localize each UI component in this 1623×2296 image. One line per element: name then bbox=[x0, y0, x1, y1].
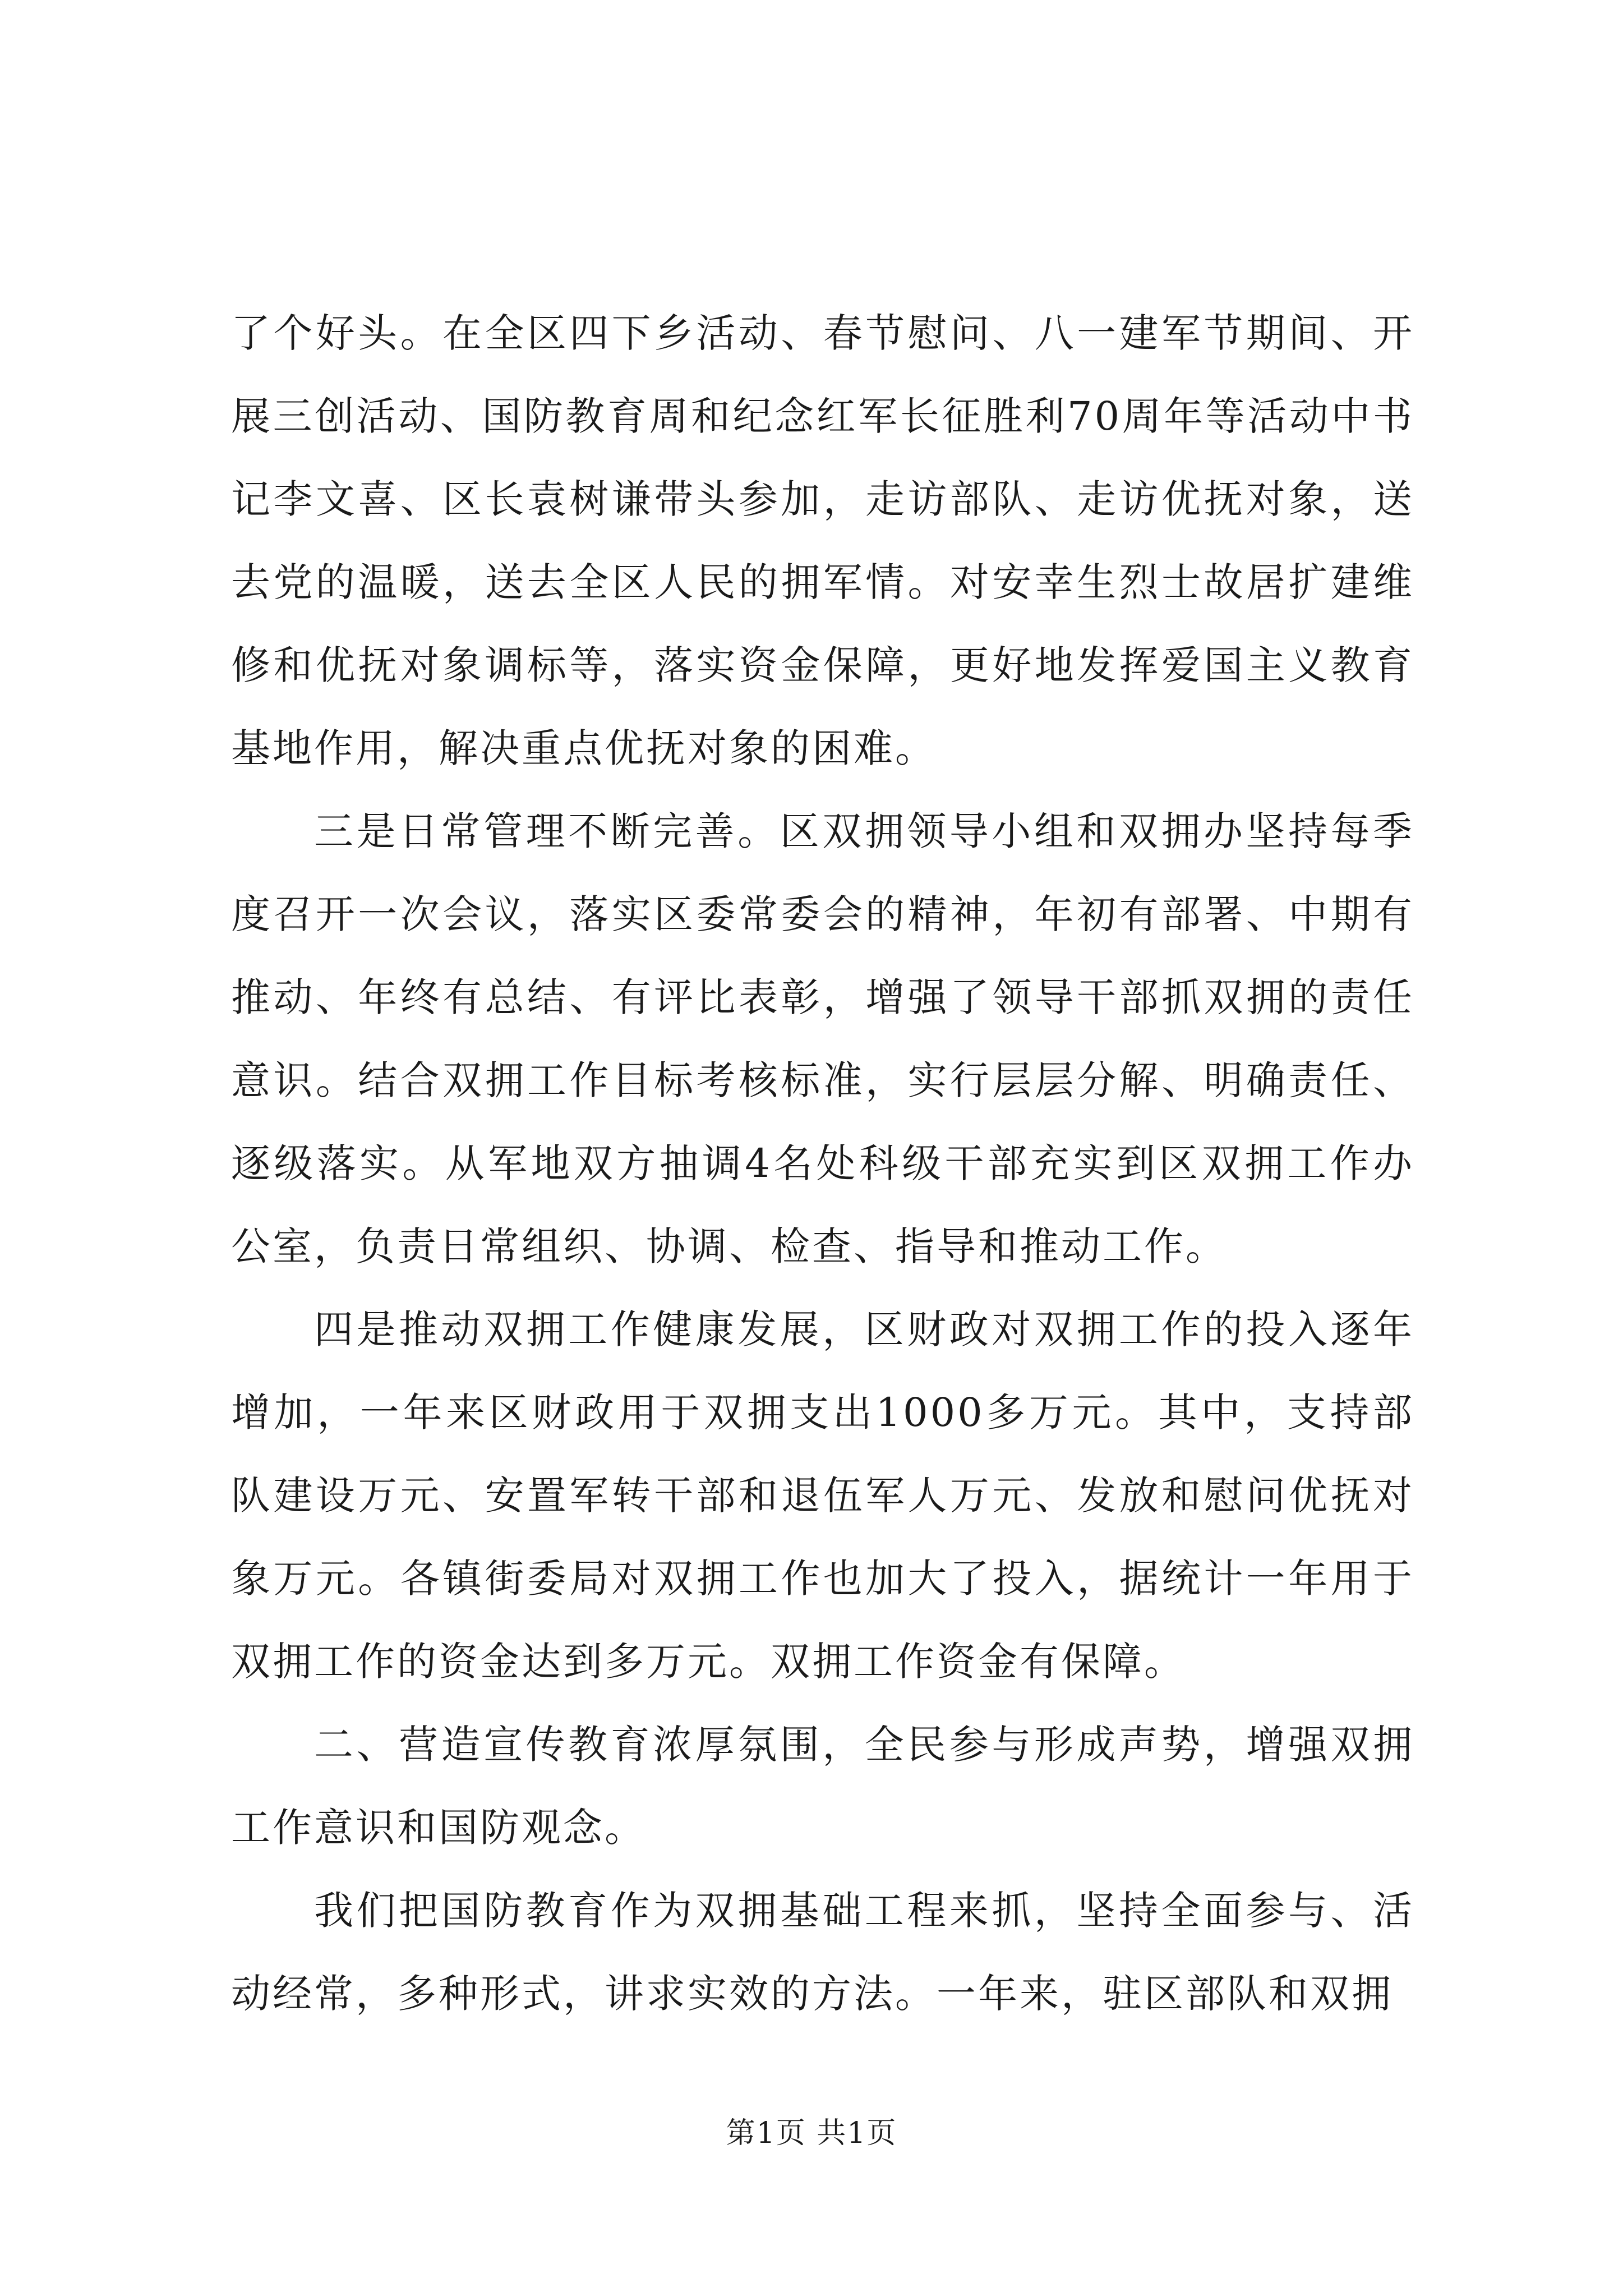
paragraph: 四是推动双拥工作健康发展，区财政对双拥工作的投入逐年增加，一年来区财政用于双拥支出1000多万元。其中，支持部队建设万元、安置军转干部和退伍军人万元、发放和慰问优抚对象万元。各镇街委局对双拥工作也加大了投入，据统计一年用于双拥工作的资金达到多万元。双拥工作资金有保障。 bbox=[231, 1306, 1414, 1685]
paragraph: 三是日常管理不断完善。区双拥领导小组和双拥办坚持每季度召开一次会议，落实区委常委会的精神，年初有部署、中期有推动、年终有总结、有评比表彰，增强了领导干部抓双拥的责任意识。结合双拥工作目标考核标准，实行层层分解、明确责任、逐级落实。从军地双方抽调4名处科级干部充实到区双拥工作办公室，负责日常组织、协调、检查、指导和推动工作。 bbox=[231, 808, 1414, 1269]
paragraph: 我们把国防教育作为双拥基础工程来抓，坚持全面参与、活动经常，多种形式，讲求实效的方法。一年来，驻区部队和双拥 bbox=[231, 1888, 1414, 2017]
document-body bbox=[231, 292, 1414, 2035]
section-heading: 二、营造宣传教育浓厚氛围，全民参与形成声势，增强双拥工作意识和国防观念。 bbox=[231, 1722, 1414, 1851]
page-footer: 第1页 共1页 bbox=[726, 2116, 897, 2150]
paragraph: 了个好头。在全区四下乡活动、春节慰问、八一建军节期间、开展三创活动、国防教育周和纪念红军长征胜利70周年等活动中书记李文喜、区长袁树谦带头参加，走访部队、走访优抚对象，送去党的温暖，送去全区人民的拥军情。对安幸生烈士故居扩建维修和优抚对象调标等，落实资金保障，更好地发挥爱国主义教育基地作用，解决重点优抚对象的困难。 bbox=[231, 310, 1414, 771]
